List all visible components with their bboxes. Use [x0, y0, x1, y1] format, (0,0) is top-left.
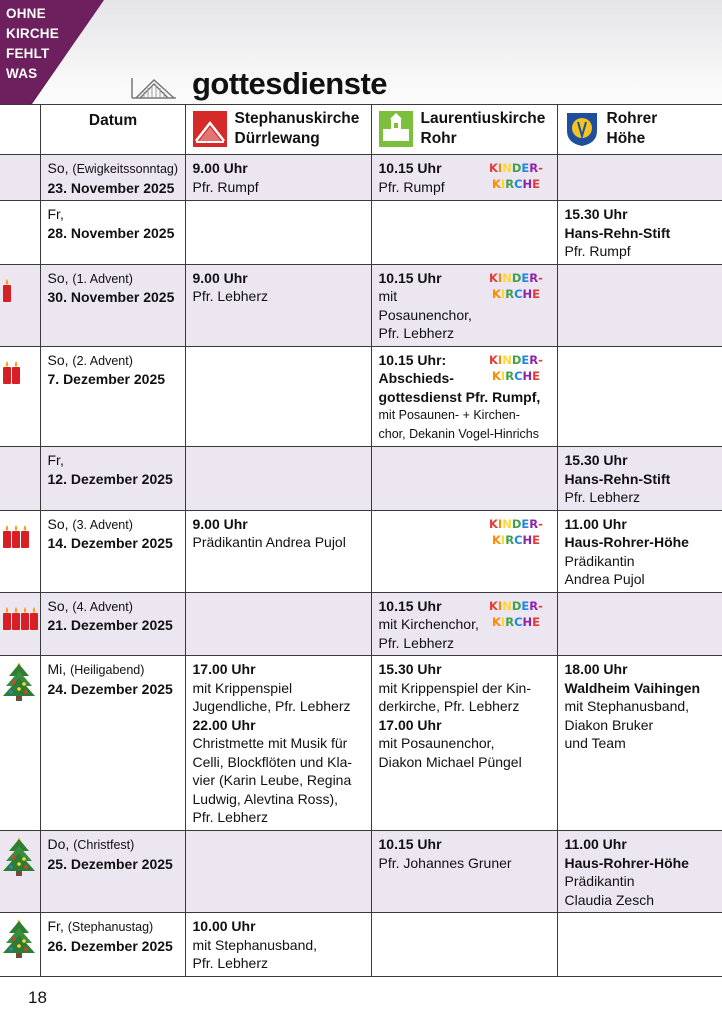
laurentius-service-cell	[371, 201, 557, 265]
schedule-row	[0, 201, 722, 265]
stephanus-service-cell	[185, 447, 371, 511]
icon-column-header	[0, 105, 40, 155]
kinderkirche-logo	[489, 269, 551, 303]
service-detail-line: Pfr. Lebherz	[564, 489, 640, 505]
church-outline-icon	[130, 58, 178, 100]
service-detail-line: 10.15 Uhr	[378, 160, 442, 176]
service-detail-line: 9.00 Uhr	[192, 160, 248, 176]
service-detail-line: 9.00 Uhr	[192, 269, 248, 286]
date-column-header: Datum	[40, 105, 185, 155]
weekday: Mi,	[47, 661, 67, 677]
occasion-label: (3. Advent)	[72, 517, 133, 532]
stephanus-service-cell	[185, 656, 371, 831]
stephanus-service-cell	[185, 913, 371, 977]
service-date: 14. Dezember 2025	[47, 535, 173, 551]
laurentius-service-cell	[371, 656, 557, 831]
date-cell	[40, 201, 185, 265]
service-detail-line: 10.15 Uhr:	[378, 351, 447, 368]
laurentius-service-cell	[371, 346, 557, 447]
page-number: 18	[28, 988, 47, 1007]
laurentius-service-cell	[371, 264, 557, 346]
service-detail-line: Pfr. Rumpf	[378, 178, 445, 195]
service-detail-line: Ludwig, Alevtina Ross),	[192, 790, 339, 807]
christmas-tree-icon	[2, 660, 36, 702]
weekday: So,	[47, 351, 69, 368]
service-detail-line: Christmette mit Musik für	[192, 735, 348, 751]
rohrer-hoehe-service-cell	[557, 264, 722, 346]
kinderkirche-text: KINDER-	[488, 352, 543, 367]
laurentius-service-cell	[371, 831, 557, 913]
advent-candle-icon	[2, 523, 31, 549]
occasion-icon-cell	[0, 201, 40, 265]
kinderkirche-text: KIRCHE	[491, 614, 540, 629]
stephanus-service-cell	[185, 264, 371, 346]
laurentius-service-cell	[371, 447, 557, 511]
weekday: Fr,	[47, 206, 64, 222]
christmas-tree-icon	[2, 835, 36, 877]
occasion-label: (1. Advent)	[72, 271, 133, 286]
service-detail-line: 15.30 Uhr	[378, 661, 442, 677]
weekday: Do,	[47, 836, 70, 852]
stephanus-service-cell	[185, 831, 371, 913]
service-schedule-table	[0, 104, 722, 977]
stephanus-service-cell	[185, 155, 371, 201]
stephanuskirche-logo-icon	[193, 111, 227, 147]
service-date: 12. Dezember 2025	[47, 470, 173, 487]
service-detail-line: Pfr. Lebherz	[192, 809, 268, 825]
schedule-row	[0, 913, 722, 977]
laurentius-service-cell	[371, 913, 557, 977]
schedule-row	[0, 656, 722, 831]
service-detail-line: mit Posaunen- + Kirchen-	[378, 408, 520, 422]
stephanus-service-cell	[185, 510, 371, 592]
kinderkirche-text: KIRCHE	[491, 286, 540, 301]
advent-candle-icon	[2, 277, 13, 303]
service-detail-line: Prädikantin	[564, 552, 635, 569]
service-detail-line: Celli, Blockflöten und Kla-	[192, 753, 353, 770]
occasion-label: (Heiligabend)	[70, 663, 145, 677]
stephanus-service-cell	[185, 346, 371, 447]
date-cell	[40, 346, 185, 447]
kinderkirche-logo	[489, 351, 551, 385]
service-detail-line: Abschieds-	[378, 370, 454, 386]
service-detail-line: 11.00 Uhr	[564, 836, 627, 852]
occasion-label: (Ewigkeitssonntag)	[72, 162, 179, 176]
service-detail-line: 17.00 Uhr	[192, 661, 256, 677]
schedule-row	[0, 346, 722, 447]
schedule-row	[0, 264, 722, 346]
service-detail-line: Prädikantin	[564, 873, 635, 889]
rohrer-hoehe-logo-icon	[565, 111, 599, 147]
rohrer-hoehe-service-cell	[557, 201, 722, 265]
kinderkirche-text: KINDER-	[488, 516, 543, 531]
service-detail-line: Pfr. Lebherz	[378, 325, 454, 341]
service-detail-line: Hans-Rehn-Stift	[564, 470, 671, 487]
schedule-row	[0, 510, 722, 592]
service-detail-line: Pfr. Lebherz	[192, 955, 268, 971]
weekday: So,	[47, 515, 69, 532]
weekday: Fr,	[47, 918, 64, 934]
service-detail-line: chor, Dekanin Vogel-Hinrichs	[378, 426, 539, 441]
date-cell	[40, 155, 185, 201]
rohrer-hoehe-service-cell	[557, 831, 722, 913]
schedule-row	[0, 592, 722, 656]
service-detail-line: gottesdienst Pfr. Rumpf,	[378, 388, 541, 405]
occasion-icon-cell	[0, 656, 40, 831]
laurentius-column-header: Laurentiuskirche Rohr	[371, 105, 557, 155]
rohrer-hoehe-service-cell	[557, 346, 722, 447]
service-date: 7. Dezember 2025	[47, 371, 166, 387]
occasion-icon-cell	[0, 447, 40, 511]
laurentiuskirche-logo-icon	[379, 111, 413, 147]
service-detail-line: mit Stephanusband,	[564, 698, 690, 714]
advent-candle-icon	[2, 359, 22, 385]
service-detail-line: 15.30 Uhr	[564, 206, 628, 222]
service-date: 30. November 2025	[47, 289, 175, 305]
stephanus-service-cell	[185, 201, 371, 265]
weekday: So,	[47, 597, 69, 614]
service-detail-line: 9.00 Uhr	[192, 515, 248, 532]
service-date: 21. Dezember 2025	[47, 617, 173, 633]
rohrer-hoehe-service-cell	[557, 447, 722, 511]
weekday: So,	[47, 160, 69, 176]
occasion-label: (2. Advent)	[72, 353, 133, 368]
stephanus-column-header: Stephanuskirche Dürrlewang	[185, 105, 371, 155]
kinderkirche-logo	[489, 515, 551, 549]
service-detail-line: Waldheim Vaihingen	[564, 679, 701, 696]
service-detail-line: 15.30 Uhr	[564, 452, 628, 468]
occasion-icon-cell	[0, 510, 40, 592]
corner-slogan: OHNE KIRCHE FEHLT WAS	[6, 6, 59, 81]
kinderkirche-text: KIRCHE	[491, 177, 540, 191]
weekday: Fr,	[47, 452, 64, 468]
service-detail-line: Diakon Bruker	[564, 716, 654, 733]
occasion-icon-cell	[0, 155, 40, 201]
date-cell	[40, 264, 185, 346]
occasion-label: (Christfest)	[73, 838, 135, 852]
service-detail-line: derkirche, Pfr. Lebherz	[378, 698, 520, 714]
laurentius-service-cell	[371, 510, 557, 592]
schedule-row	[0, 831, 722, 913]
service-detail-line: Andrea Pujol	[564, 571, 645, 587]
service-date: 25. Dezember 2025	[47, 855, 173, 872]
kinderkirche-text: KINDER-	[488, 270, 543, 285]
schedule-row	[0, 447, 722, 511]
weekday: So,	[47, 269, 69, 286]
kinderkirche-logo	[489, 159, 551, 193]
rohrer-hoehe-service-cell	[557, 656, 722, 831]
date-cell	[40, 592, 185, 656]
service-detail-line: mit Posaunenchor,	[378, 288, 472, 323]
kinderkirche-text: KINDER-	[488, 598, 543, 613]
rohrer-hoehe-service-cell	[557, 510, 722, 592]
occasion-icon-cell	[0, 913, 40, 977]
service-detail-line: Pfr. Lebherz	[378, 634, 454, 651]
service-detail-line: vier (Karin Leube, Regina	[192, 772, 352, 788]
service-date: 24. Dezember 2025	[47, 680, 173, 697]
kinderkirche-text: KINDER-	[488, 161, 543, 175]
service-detail-line: 10.00 Uhr	[192, 918, 256, 934]
service-detail-line: 22.00 Uhr	[192, 716, 256, 733]
christmas-tree-icon	[2, 917, 36, 959]
service-detail-line: Prädikantin Andrea Pujol	[192, 534, 346, 550]
service-detail-line: Diakon Michael Püngel	[378, 753, 522, 770]
service-detail-line: Haus-Rohrer-Höhe	[564, 854, 689, 871]
service-detail-line: Pfr. Johannes Gruner	[378, 854, 512, 871]
date-cell	[40, 510, 185, 592]
rohrer-hoehe-service-cell	[557, 592, 722, 656]
occasion-label: (Stephanustag)	[67, 920, 154, 934]
service-detail-line: 10.15 Uhr	[378, 269, 442, 286]
service-detail-line: Pfr. Lebherz	[192, 288, 268, 304]
kinderkirche-text: KIRCHE	[491, 368, 540, 383]
service-date: 26. Dezember 2025	[47, 937, 173, 954]
service-detail-line: 11.00 Uhr	[564, 515, 627, 532]
service-detail-line: Claudia Zesch	[564, 891, 654, 908]
service-detail-line: mit Krippenspiel	[192, 679, 293, 696]
laurentius-service-cell	[371, 155, 557, 201]
occasion-icon-cell	[0, 831, 40, 913]
advent-candle-icon	[2, 605, 40, 631]
service-detail-line: mit Stephanusband,	[192, 936, 318, 953]
rohrer-hoehe-service-cell	[557, 913, 722, 977]
service-detail-line: mit Posaunenchor,	[378, 735, 495, 751]
service-detail-line: mit Kirchenchor,	[378, 616, 479, 632]
service-detail-line: und Team	[564, 735, 626, 751]
date-cell	[40, 913, 185, 977]
service-detail-line: 17.00 Uhr	[378, 716, 442, 733]
date-cell	[40, 831, 185, 913]
occasion-icon-cell	[0, 264, 40, 346]
rohrer-hoehe-column-header: Rohrer Höhe	[557, 105, 722, 155]
page-title: gottesdienste	[192, 66, 388, 101]
kinderkirche-text: KIRCHE	[491, 532, 540, 547]
kinderkirche-logo	[489, 597, 551, 631]
service-detail-line: Pfr. Rumpf	[192, 178, 259, 195]
service-detail-line: 10.15 Uhr	[378, 836, 442, 852]
service-detail-line: Pfr. Rumpf	[564, 243, 631, 259]
service-date: 28. November 2025	[47, 224, 175, 241]
occasion-label: (4. Advent)	[72, 599, 133, 614]
service-detail-line: Hans-Rehn-Stift	[564, 224, 671, 241]
laurentius-service-cell	[371, 592, 557, 656]
date-cell	[40, 447, 185, 511]
rohrer-hoehe-service-cell	[557, 155, 722, 201]
service-date: 23. November 2025	[47, 179, 175, 196]
service-detail-line: Jugendliche, Pfr. Lebherz	[192, 698, 351, 714]
occasion-icon-cell	[0, 346, 40, 447]
date-cell	[40, 656, 185, 831]
stephanus-service-cell	[185, 592, 371, 656]
service-detail-line: Haus-Rohrer-Höhe	[564, 534, 689, 550]
service-detail-line: mit Krippenspiel der Kin-	[378, 679, 532, 696]
service-detail-line: 18.00 Uhr	[564, 661, 628, 677]
schedule-row	[0, 155, 722, 201]
occasion-icon-cell	[0, 592, 40, 656]
service-detail-line: 10.15 Uhr	[378, 597, 442, 614]
